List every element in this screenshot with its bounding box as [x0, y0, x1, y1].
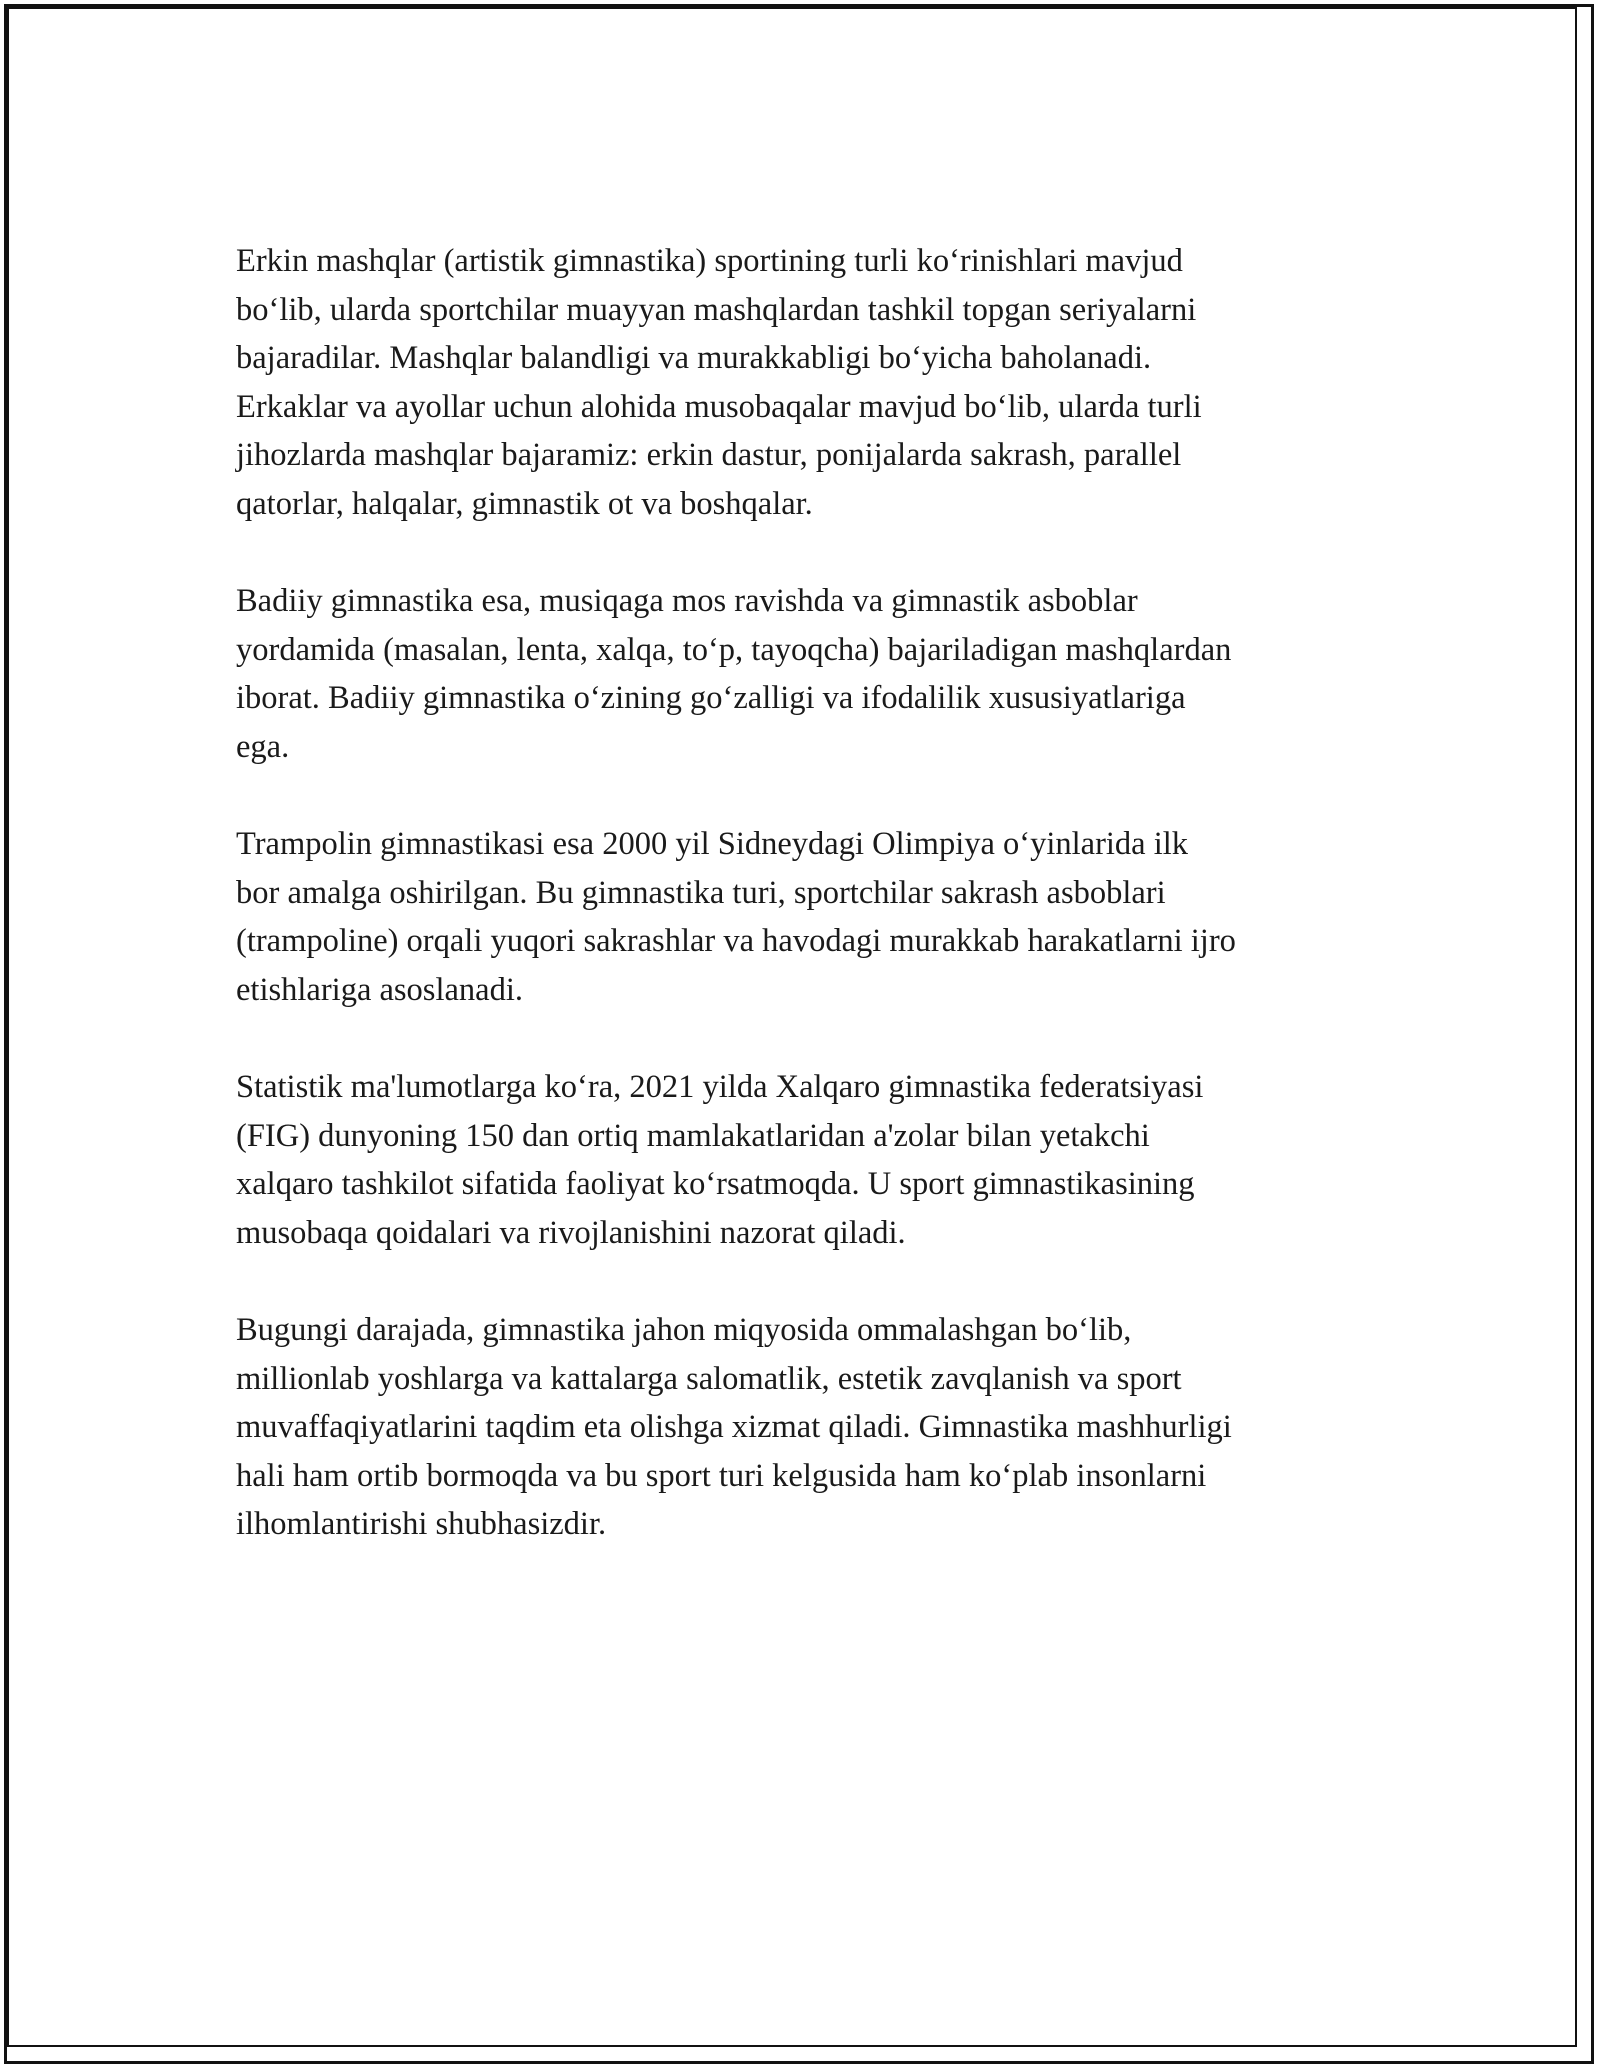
paragraph-artistic-gymnastics [236, 237, 1371, 529]
document-body [236, 237, 1371, 1598]
text-line: Badiiy gimnastika esa, musiqaga mos ravishda va gimnastik asboblar [236, 583, 1138, 620]
text-line: iborat. Badiiy gimnastika o‘zining go‘zalligi va ifodalilik xususiyatlariga [236, 680, 1186, 717]
paragraph-trampoline-gymnastics [236, 820, 1371, 1014]
text-line: muvaffaqiyatlarini taqdim eta olishga xizmat qiladi. Gimnastika mashhurligi [236, 1409, 1232, 1446]
text-line: etishlariga asoslanadi. [236, 971, 523, 1008]
text-line: Erkin mashqlar (artistik gimnastika) sportining turli ko‘rinishlari mavjud [236, 243, 1183, 279]
text-line: (FIG) dunyoning 150 dan ortiq mamlakatlaridan a'zolar bilan yetakchi [236, 1117, 1150, 1154]
text-line: Bugungi darajada, gimnastika jahon miqyosida ommalashgan bo‘lib, [236, 1312, 1132, 1349]
text-line: bo‘lib, ularda sportchilar muayyan mashqlardan tashkil topgan seriyalarni [236, 291, 1197, 328]
paragraph-fig-statistics [236, 1063, 1371, 1257]
text-line: yordamida (masalan, lenta, xalqa, to‘p, tayoqcha) bajariladigan mashqlardan [236, 631, 1232, 668]
text-line: (trampoline) orqali yuqori sakrashlar va havodagi murakkab harakatlarni ijro [236, 923, 1236, 960]
text-line: hali ham ortib bormoqda va bu sport turi kelgusida ham ko‘plab insonlarni [236, 1457, 1207, 1494]
paragraph-conclusion [236, 1306, 1371, 1549]
text-line: musobaqa qoidalari va rivojlanishini nazorat qiladi. [236, 1214, 906, 1251]
text-line: ilhomlantirishi shubhasizdir. [236, 1506, 607, 1543]
text-line: millionlab yoshlarga va kattalarga salomatlik, estetik zavqlanish va sport [236, 1360, 1182, 1397]
paragraph-rhythmic-gymnastics [236, 577, 1371, 771]
text-line: jihozlarda mashqlar bajaramiz: erkin dastur, ponijalarda sakrash, parallel [236, 437, 1182, 474]
text-line: Statistik ma'lumotlarga ko‘ra, 2021 yilda Xalqaro gimnastika federatsiyasi [236, 1069, 1204, 1106]
text-line: bajaradilar. Mashqlar balandligi va murakkabligi bo‘yicha baholanadi. [236, 340, 1152, 377]
text-line: qatorlar, halqalar, gimnastik ot va boshqalar. [236, 485, 813, 522]
text-line: bor amalga oshirilgan. Bu gimnastika turi, sportchilar sakrash asboblari [236, 874, 1166, 911]
text-line: Trampolin gimnastikasi esa 2000 yil Sidneydagi Olimpiya o‘yinlarida ilk [236, 826, 1189, 863]
text-line: Erkaklar va ayollar uchun alohida musobaqalar mavjud bo‘lib, ularda turli [236, 388, 1202, 425]
text-line: xalqaro tashkilot sifatida faoliyat ko‘rsatmoqda. U sport gimnastikasining [236, 1166, 1195, 1203]
text-line: ega. [236, 728, 290, 765]
